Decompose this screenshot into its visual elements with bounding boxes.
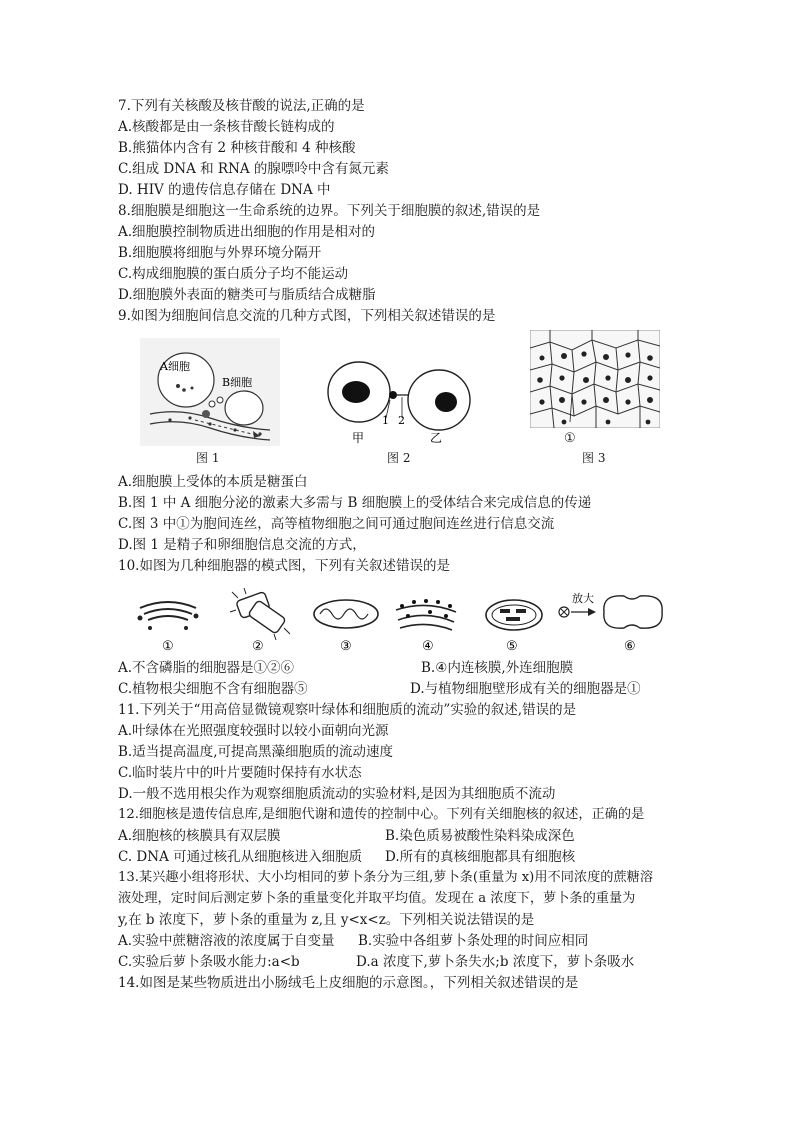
- q10-option-a: A.不含磷脂的细胞器是①②⑥: [118, 660, 295, 676]
- organelle-label-2: ②: [252, 639, 264, 654]
- q9-stem: 9.如图为细胞间信息交流的几种方式图，下列相关叙述错误的是: [118, 308, 496, 324]
- q13-stem-line-3: y,在 b 浓度下，萝卜条的重量为 z,且 y<x<z。下列相关说法错误的是: [118, 912, 535, 928]
- q8-option-a: A.细胞膜控制物质进出细胞的作用是相对的: [118, 224, 376, 240]
- organelle-label-5: ⑤: [506, 639, 518, 654]
- q12-option-d: D.所有的真核细胞都具有细胞核: [385, 849, 576, 865]
- q10-organelle-figure: [130, 582, 670, 654]
- organelle-label-1: ①: [162, 639, 174, 654]
- q9-figure-1: [140, 338, 280, 446]
- fig2-label-jia: 甲: [352, 431, 365, 445]
- q12-option-b: B.染色质易被酸性染料染成深色: [385, 828, 575, 844]
- q13-option-b: B.实验中各组萝卜条处理的时间应相同: [358, 933, 589, 949]
- q7-option-b: B.熊猫体内含有 2 种核苷酸和 4 种核酸: [118, 140, 356, 156]
- q12-option-c: C. DNA 可通过核孔从细胞核进入细胞质: [118, 849, 363, 865]
- q7-stem: 7.下列有关核酸及核苷酸的说法,正确的是: [118, 98, 365, 114]
- organelle-label-3: ③: [340, 639, 352, 654]
- fig1-cell-b-label: B细胞: [222, 376, 253, 389]
- q11-option-d: D.一般不选用根尖作为观察细胞质流动的实验材料,是因为其细胞质不流动: [118, 786, 556, 802]
- q9-figure-3: [530, 330, 660, 428]
- q9-option-b: B.图 1 中 A 细胞分泌的激素大多需与 B 细胞膜上的受体结合来完成信息的传递: [118, 495, 592, 511]
- organelle-2-centrosome: [230, 588, 290, 640]
- fig1-cell-a-label: A细胞: [160, 360, 190, 373]
- q10-stem: 10.如图为几种细胞器的模式图，下列有关叙述错误的是: [118, 558, 450, 574]
- organelle-5-chloroplast: [486, 600, 542, 630]
- fig2-label-1: 1: [382, 414, 389, 427]
- q7-option-a: A.核酸都是由一条核苷酸长链构成的: [118, 119, 335, 135]
- fig2-label-2: 2: [398, 414, 405, 427]
- q9-figure-2-caption: 图 2: [387, 451, 411, 465]
- q7-option-d: D. HIV 的遗传信息存储在 DNA 中: [118, 182, 331, 198]
- q13-option-d: D.a 浓度下,萝卜条失水;b 浓度下，萝卜条吸水: [356, 954, 635, 970]
- organelle-1-golgi: [138, 602, 199, 630]
- enlarge-label: 放大: [572, 592, 594, 605]
- q8-option-b: B.细胞膜将细胞与外界环境分隔开: [118, 245, 322, 261]
- q11-option-a: A.叶绿体在光照强度较强时以较小面朝向光源: [118, 723, 389, 739]
- q9-figure-3-caption: 图 3: [582, 451, 606, 465]
- organelle-3-mitochondrion: [314, 600, 378, 628]
- q8-option-d: D.细胞膜外表面的糖类可与脂质结合成糖脂: [118, 287, 376, 303]
- q10-option-d: D.与植物细胞壁形成有关的细胞器是①: [410, 681, 641, 697]
- fig2-label-yi: 乙: [430, 431, 443, 445]
- q9-figure-3-mark: ①: [564, 431, 576, 446]
- q10-option-c: C.植物根尖细胞不含有细胞器⑤: [118, 681, 308, 697]
- q9-option-c: C.图 3 中①为胞间连丝，高等植物细胞之间可通过胞间连丝进行信息交流: [118, 516, 555, 532]
- q9-option-d: D.图 1 是精子和卵细胞信息交流的方式，: [118, 537, 366, 553]
- q12-stem: 12.细胞核是遗传信息库,是细胞代谢和遗传的控制中心。下列有关细胞核的叙述，正确的是: [118, 807, 645, 822]
- q14-stem: 14.如图是某些物质进出小肠绒毛上皮细胞的示意图。，下列相关叙述错误的是: [118, 975, 579, 991]
- organelle-label-4: ④: [422, 639, 434, 654]
- q13-stem-line-2: 液处理，定时间后测定萝卜条的重量变化并取平均值。发现在 a 浓度下，萝卜条的重量为: [118, 891, 636, 906]
- q13-option-a: A.实验中蔗糖溶液的浓度属于自变量: [118, 933, 335, 949]
- q13-stem-line-1: 13.某兴趣小组将形状、大小均相同的萝卜条分为三组,萝卜条(重量为 x)用不同浓度的蔗糖溶: [118, 870, 654, 885]
- q9-option-a: A.细胞膜上受体的本质是糖蛋白: [118, 474, 308, 490]
- q8-stem: 8.细胞膜是细胞这一生命系统的边界。下列关于细胞膜的叙述,错误的是: [118, 203, 541, 219]
- q11-option-c: C.临时装片中的叶片要随时保持有水状态: [118, 765, 362, 781]
- organelle-4-endoplasmic-reticulum: [396, 599, 456, 630]
- q11-stem: 11.下列关于“用高倍显微镜观察叶绿体和细胞质的流动”实验的叙述,错误的是: [118, 702, 577, 718]
- organelle-6-ribosome: [559, 591, 662, 628]
- q7-option-c: C.组成 DNA 和 RNA 的腺嘌呤中含有氮元素: [118, 161, 389, 177]
- q8-option-c: C.构成细胞膜的蛋白质分子均不能运动: [118, 266, 349, 282]
- q9-figure-1-caption: 图 1: [196, 451, 220, 465]
- q9-figure-2: [326, 360, 476, 446]
- q13-option-c: C.实验后萝卜条吸水能力:a<b: [118, 954, 300, 970]
- q10-option-b: B.④内连核膜,外连细胞膜: [421, 660, 574, 676]
- q11-option-b: B.适当提高温度,可提高黑藻细胞质的流动速度: [118, 744, 394, 760]
- organelle-label-6: ⑥: [624, 639, 636, 654]
- q12-option-a: A.细胞核的核膜具有双层膜: [118, 828, 281, 844]
